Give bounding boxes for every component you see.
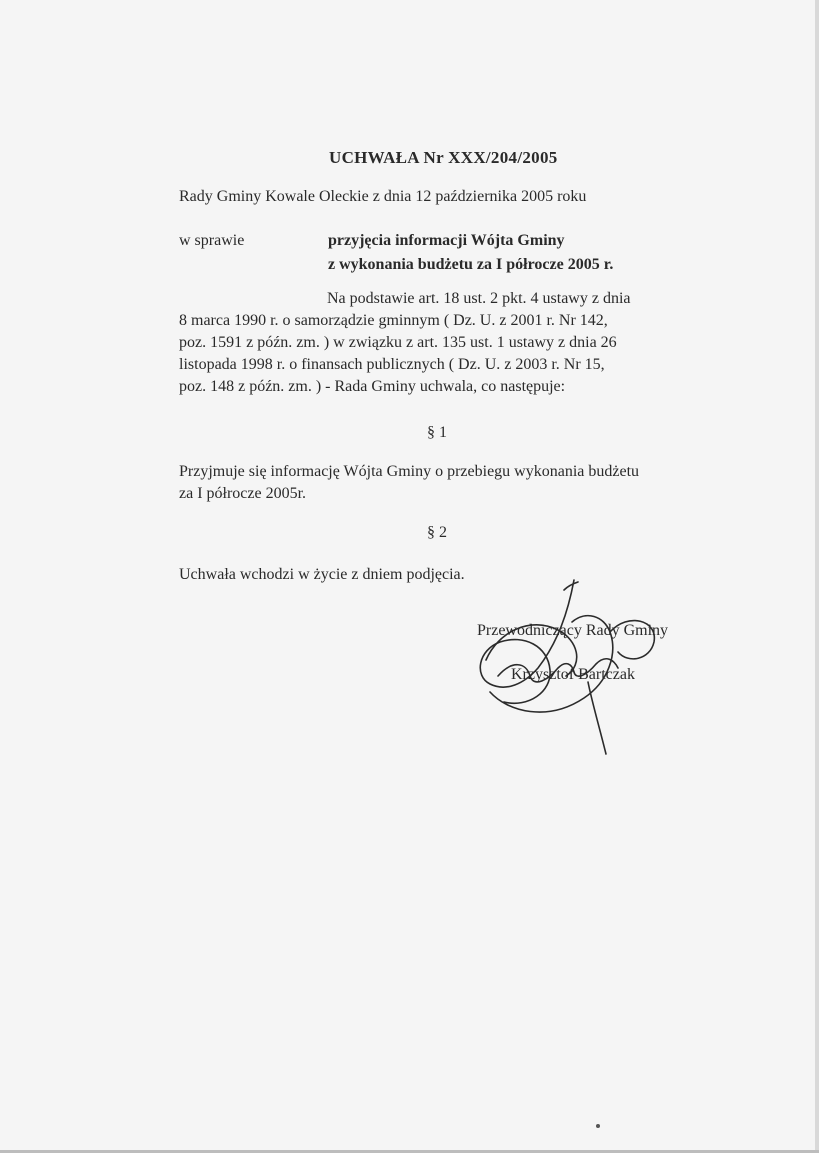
preamble-line: 8 marca 1990 r. o samorządzie gminnym ( Dz. U. z 2001 r. Nr 142,	[179, 312, 608, 329]
section-1-line: za I półrocze 2005r.	[179, 485, 307, 502]
handwritten-signature	[468, 572, 658, 762]
signatory-role: Przewodniczący Rady Gminy	[477, 622, 669, 639]
preamble-paragraph	[179, 288, 719, 398]
signatory-name: Krzysztof Bartczak	[511, 666, 635, 683]
resolution-title: UCHWAŁA Nr XXX/204/2005	[329, 148, 558, 167]
subject-label: w sprawie	[179, 232, 245, 249]
resolution-subtitle: Rady Gminy Kowale Oleckie z dnia 12 października 2005 roku	[179, 188, 587, 205]
subject-line: przyjęcia informacji Wójta Gminy	[328, 232, 565, 249]
subject-line: z wykonania budżetu za I półrocze 2005 r.	[328, 256, 614, 273]
preamble-line: poz. 148 z późn. zm. ) - Rada Gminy uchwala, co następuje:	[179, 378, 566, 395]
subject-block	[328, 229, 613, 277]
section-1-line: Przyjmuje się informację Wójta Gminy o przebiegu wykonania budżetu	[179, 463, 640, 480]
scan-edge-right	[815, 0, 819, 1153]
scan-speck	[596, 1124, 600, 1128]
preamble-line: Na podstawie art. 18 ust. 2 pkt. 4 ustawy z dnia	[327, 290, 631, 307]
section-1-mark: § 1	[427, 424, 447, 441]
section-1-text	[179, 461, 639, 505]
section-2-mark: § 2	[427, 524, 447, 541]
section-2-text: Uchwała wchodzi w życie z dniem podjęcia.	[179, 566, 465, 583]
preamble-line: listopada 1998 r. o finansach publicznych ( Dz. U. z 2003 r. Nr 15,	[179, 356, 605, 373]
preamble-line: poz. 1591 z późn. zm. ) w związku z art. 135 ust. 1 ustawy z dnia 26	[179, 334, 617, 351]
